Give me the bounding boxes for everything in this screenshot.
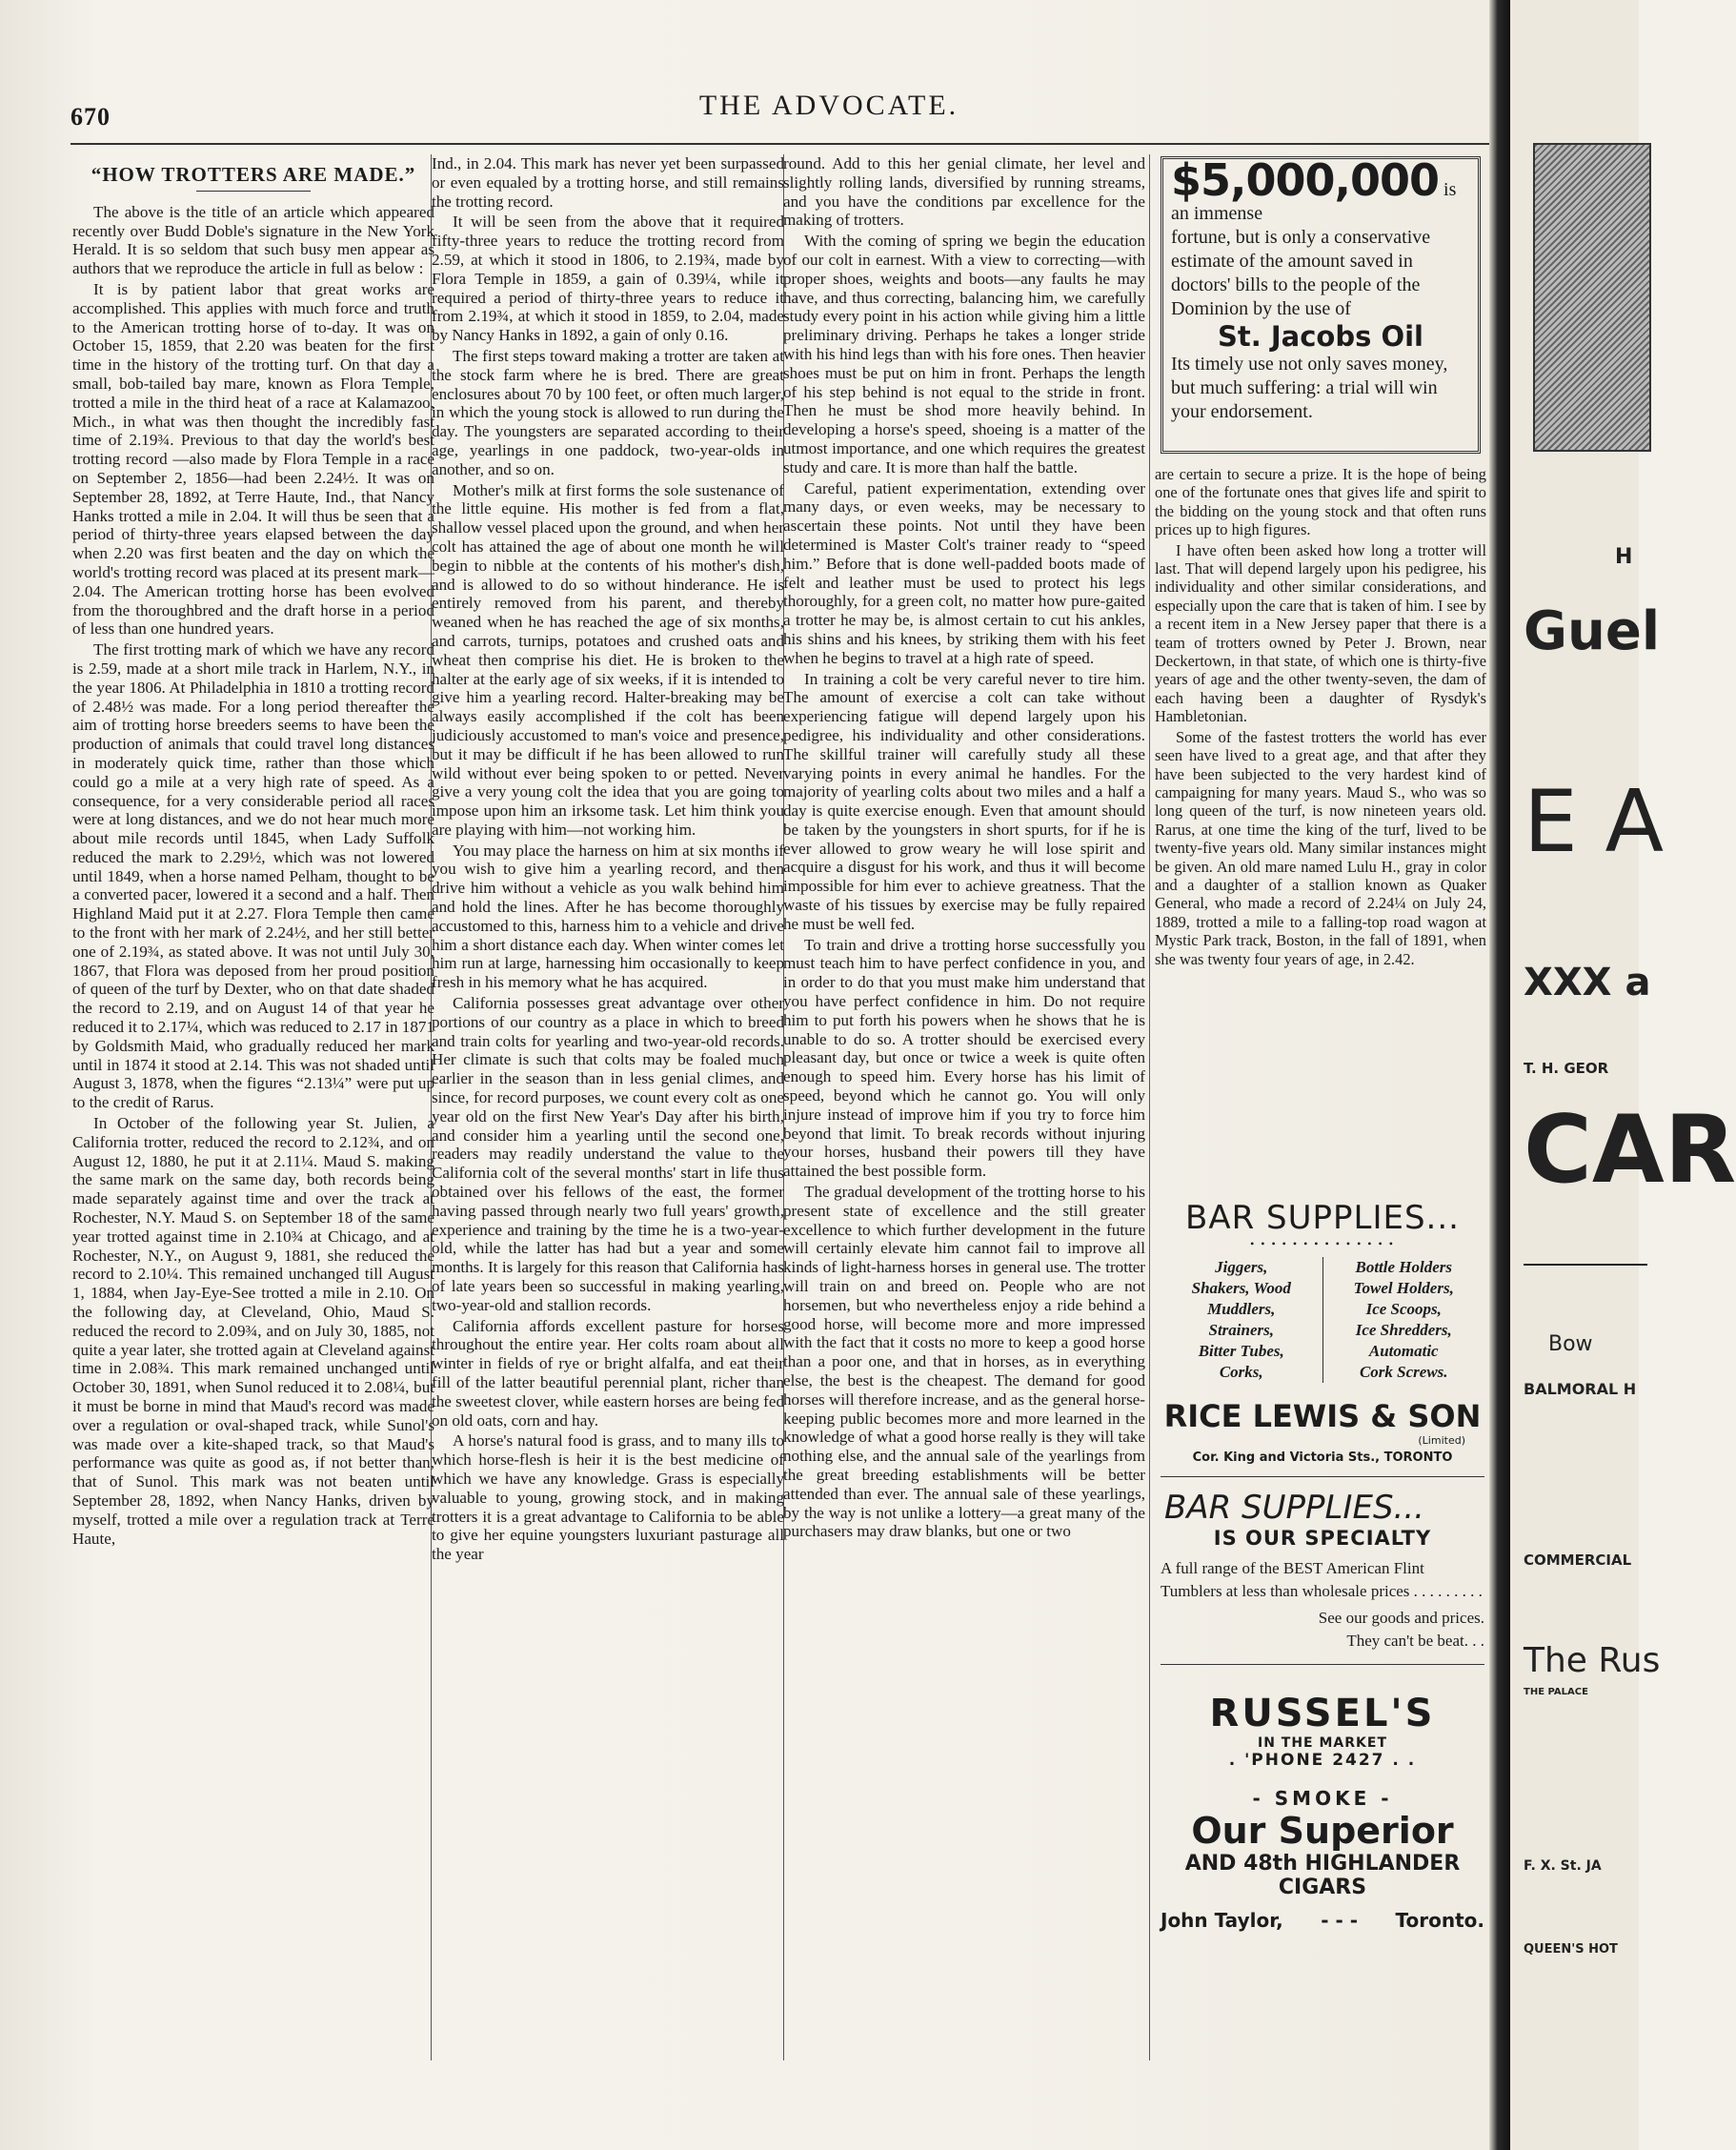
adjacent-page-fragment xyxy=(1510,0,1736,2150)
paragraph: To train and drive a trotting horse successfully you must teach him to have perfect confidence in you, and in order to do that you must make him understand that you have perfect confidence in him. Do not require him to put forth his powers when he shows that he is unable to do so. A trotter should be exercised every pleasant day, but once or twice a week is quite often enough to speed him. Every horse has his limit of speed, beyond which he cannot go. You will only injure instead of improve him if you try to force him beyond that limit. To break records without injuring your horses, husband their powers till they have attained the best possible form. xyxy=(783,935,1145,1181)
russels-market: IN THE MARKET xyxy=(1257,1735,1387,1751)
list-item: Bottle Holders xyxy=(1355,1258,1453,1276)
paragraph: A horse's natural food is grass, and to many ills to which horse-flesh is heir it is the best medicine of which we have any knowledge. Grass is especially valuable to young, growing stock, and in making trotters it is a great advantage to California to be able to give her equine youngsters luxuriant pasturage all the year xyxy=(432,1431,784,1564)
paragraph: are certain to secure a prize. It is the hope of being one of the fortunate ones that gives life and spirit to the bidding on the young stock and that often runs prices up to high figures. xyxy=(1155,465,1486,539)
page-number: 670 xyxy=(71,103,111,131)
highlander-label: AND 48th HIGHLANDER CIGARS xyxy=(1184,1852,1461,1899)
binding-gutter xyxy=(1489,0,1510,2150)
next-page-text: E A xyxy=(1524,772,1665,872)
taylor-city: Toronto. xyxy=(1395,1909,1484,1932)
next-page-text: Guel xyxy=(1524,600,1661,662)
paragraph: The first steps toward making a trotter are taken at the stock farm where he is bred. There are great enclosures about 70 by 100 feet, or often much larger, in which the young stock is allowed to run during the day. The youngsters are separated according to their age, yearlings in one paddock, two-year-olds in another, and so on. xyxy=(432,346,784,478)
article-column-3 xyxy=(783,154,1145,2060)
specialty-line: IS OUR SPECIALTY xyxy=(1213,1527,1432,1550)
paragraph: California affords excellent pasture for horses throughout the entire year. Her colts roam about all winter in fields of rye or bright alfalfa, and eat their fill of the latter beautiful perennial plant, richer than the sweetest clover, while eastern horses are being fed on old oats, corn and hay. xyxy=(432,1316,785,1430)
title-rule xyxy=(196,191,311,192)
russels-name: RUSSEL'S xyxy=(1209,1692,1436,1735)
flint-text: A full range of the BEST American Flint Tumblers at less than wholesale prices . . . . . . . . . xyxy=(1161,1559,1483,1600)
next-page-text: The Rus xyxy=(1524,1641,1661,1680)
product-list-right xyxy=(1322,1257,1485,1383)
ad-divider xyxy=(1161,1476,1484,1477)
paragraph: Some of the fastest trotters the world has ever seen have lived to a great age, and that after they have been subjected to the very hardest kind of campaigning for many years. Maud S., who was so long queen of the turf, is now nineteen years old. Rarus, at one time the king of the turf, lived to be twenty-five years old. Many similar instances might be given. An old mare named Lulu H., gray in color and a daughter of a stallion known as Quaker General, who made a record of 2.24¼ on July 24, 1889, trotted a mile to a falling-top road wagon at Mystic Park track, Boston, in the fall of 1891, when she was twenty four years of age, in 2.42. xyxy=(1155,727,1486,968)
list-item: Shakers, Wood xyxy=(1191,1279,1291,1297)
next-page-text: COMMERCIAL xyxy=(1524,1552,1632,1569)
smoke-label: - SMOKE - xyxy=(1252,1787,1393,1810)
next-page-text: BALMORAL H xyxy=(1524,1380,1637,1398)
paragraph: It will be seen from the above that it required fifty-three years to reduce the trotting record from 2.59, at which it stood in 1806, to 2.19¾, made by Flora Temple in 1859, a gain of 0.39¼, while it required a period of thirty-three years to reduce it from 2.19¾, at which it stood in 1859, to 2.04, made by Nancy Hanks in 1892, a gain of only 0.16. xyxy=(432,213,784,345)
firm-name: RICE LEWIS & SON xyxy=(1163,1398,1482,1434)
list-item: Cork Screws. xyxy=(1359,1363,1448,1381)
list-item: Jiggers, xyxy=(1215,1258,1268,1276)
see-text: They can't be beat. . . xyxy=(1346,1632,1484,1650)
paragraph: California possesses great advantage over other portions of our country as a place in which to breed and train colts for yearling and two-year-old records. Her climate is such that colts may be foaled much earlier in the season than in less genial climes, and since, for record purposes, we count every colt as one year old on the first New Year's Day after his birth, and consider him a yearling until the second one, readers may readily understand the value to the California colt of the several months' start in life thus obtained over his fellows of the east, the former having passed through nearly two full years' growth, experience and training by the time he is a two-year-old, while the latter has had but a year and some months. It is largely for this reason that California has of late years been so successful in making yearling, two-year-old and stallion records. xyxy=(432,994,784,1314)
article-column-2 xyxy=(432,154,784,2060)
bar-supplies-ad xyxy=(1161,1199,1484,2112)
paragraph: The gradual development of the trotting horse to his present state of excellence and the still greater excellence to which further development in the future will certainly elevate him cannot fail to improve all kinds of light-harness horses in general use. The trotter will train on and breed on. People who are not horsemen, but who nevertheless enjoy a ride behind a good horse, will become more and more impressed with the fact that it costs no more to keep a good horse than a poor one, and that in horses, as in everything else, the best is the cheapest. The demand for good horses will therefore increase, and as the general horse-keeping public becomes more and more learned in the knowledge of what a good horse really is they will take nothing else, and the annual sale of the yearlings from the great breeding establishments will be better attended than ever. The annual sale of these yearlings, by the way is not unlike a lottery—a great many of the purchasers may draw blanks, but one or two xyxy=(783,1183,1145,1541)
ad-divider xyxy=(1161,1664,1484,1665)
next-page-text: Bow xyxy=(1548,1332,1593,1356)
paragraph: Mother's milk at first forms the sole sustenance of the little equine. His mother is fed from a flat, shallow vessel placed upon the ground, and when her colt has attained the age of about one month he will begin to nibble at the contents of his mother's dish, and is allowed to do so without hinderance. He is entirely removed from his parent, and thereby weaned when he has reached the age of six months, and carrots, turnips, potatoes and crushed oats and wheat then comprise his diet. He is broken to the halter at the early age of six weeks, if it is intended to give him a yearling record. Halter-breaking may be always easily accomplished if the colt has been judiciously accustomed to man's voice and presence, but it may be difficult if he has been allowed to run wild without ever being spoken to or petted. Never give a very young colt the idea that you are going to impose upon him an irksome task. Let him think you are playing with him—not working him. xyxy=(432,480,784,839)
paragraph: In October of the following year St. Julien, a California trotter, reduced the record to 2.12¾, and on August 12, 1880, he put it at 2.11¼. Maud S. making the same mark on the same day, both records being made separately against time and over the track at Rochester, N.Y. Maud S. on September 18 of the same year trotted against time in 2.10¾ at Chicago, and at Rochester, N.Y., on August 9, 1881, she reduced the record to 2.10¼. This remained unchanged till August 1, 1884, when Jay-Eye-See trotted a mile in 2.10. On the following day, at Cleveland, Ohio, Maud S. reduced the record to 2.09¾, and on July 30, 1885, not quite a year later, she trotted again at Cleveland against time in 2.08¾. This mark remained unchanged until October 30, 1891, when Sunol reduced it to 2.08¼, but it must be borne in mind that Maud's record was made over a regulation or oval-shaped track, while Sunol's was made over a kite-shaped track, so that Maud's performance was quite as good as, if not better than, that of Sunol. This mark was not beaten until September 28, 1892, when Nancy Hanks, driven by myself, trotted a mile over a regulation track at Terre Haute, xyxy=(72,1114,434,1548)
paragraph: You may place the harness on him at six months if you wish to give him a yearling record, and then drive him without a vehicle as you walk behind him and hold the lines. After he has become thoroughly accustomed to this, harness him to a vehicle and drive him a short distance each day. When winter comes let him run at large, harnessing him occasionally to keep fresh in his memory what he has acquired. xyxy=(432,841,784,992)
dotted-rule: • • • • • • • • • • • • • • xyxy=(1250,1237,1395,1250)
paragraph: I have often been asked how long a trotter will last. That will depend largely upon his pedigree, his individuality and other similar considerations, and especially upon the care that is taken of him. I see by a recent item in a New Jersey paper that there is a team of trotters owned by Peter J. Brown, near Deckertown, in that state, of which one is thirty-five years of age and the other twenty-seven, the dam of each having been a daughter of Rysdyk's Hambletonian. xyxy=(1155,540,1486,726)
ad-frame xyxy=(1161,156,1481,454)
ad-text: Its timely use not only saves money, but much suffering: a trial will win your endorsement. xyxy=(1171,354,1448,422)
next-page-text: CAR xyxy=(1524,1096,1736,1205)
firm-address: Cor. King and Victoria Sts., TORONTO xyxy=(1192,1450,1453,1465)
ad-amount: $5,000,000 xyxy=(1171,154,1440,206)
list-item: Towel Holders, xyxy=(1353,1279,1454,1297)
paragraph: Ind., in 2.04. This mark has never yet been surpassed or even equaled by a trotting horse, and still remains the trotting record. xyxy=(432,154,784,211)
list-item: Corks, xyxy=(1219,1363,1263,1381)
superior-label: Our Superior xyxy=(1191,1810,1454,1852)
paragraph: round. Add to this her genial climate, her level and slightly rolling lands, diversified by running streams, and you have the conditions par excellence for the making of trotters. xyxy=(783,154,1145,230)
taylor-name: John Taylor, xyxy=(1161,1909,1283,1932)
product-lists xyxy=(1161,1257,1484,1383)
firm-limited: (Limited) xyxy=(1418,1434,1465,1447)
article-column-1 xyxy=(72,154,434,2060)
paragraph: With the coming of spring we begin the education of our colt in earnest. With a view to correcting—with proper shoes, weights and boots—any faults he may have, and thus correcting, balancing him, we carefully study every point in his action while giving him a little preliminary driving. Perhaps he takes a longer stride with his hind legs than with his fore ones. Then heavier shoes must be put on him in front. Perhaps the length of his step behind is not equal to the stride in front. Then he must be shod more heavily behind. In developing a horse's speed, shoeing is a matter of the utmost importance, and one which requires the greatest study and care. It is more than half the battle. xyxy=(783,232,1145,477)
list-item: Ice Shredders, xyxy=(1355,1321,1452,1339)
list-item: Strainers, xyxy=(1208,1321,1274,1339)
header-rule xyxy=(71,143,1490,145)
column-rule xyxy=(1149,154,1150,2060)
ad-product-name: St. Jacobs Oil xyxy=(1218,320,1423,353)
ad-heading: BAR SUPPLIES... xyxy=(1164,1489,1424,1527)
ad-heading: BAR SUPPLIES... xyxy=(1185,1199,1460,1237)
paragraph: Careful, patient experimentation, extending over many days, or even weeks, may be necessary to ascertain these points. Not until they have been determined is Master Colt's trainer ready to “speed him.” Before that is done well-padded boots made of felt and leather must be used to protect his legs thoroughly, for a green colt, no matter how pure-gaited a trotter he may be, is almost certain to cut his ankles, his shins and his knees, by striking them with his feet when he begins to travel at a high rate of speed. xyxy=(783,478,1145,667)
see-text: See our goods and prices. xyxy=(1318,1609,1484,1627)
next-page-text: F. X. St. JA xyxy=(1524,1858,1602,1874)
taylor-line xyxy=(1161,1909,1484,1932)
paragraph: It is by patient labor that great works are accomplished. This applies with much force and truth to the American trotting horse of to-day. It was on October 15, 1859, that 2.20 was beaten for the first time in the history of the trotting turf. On that day a small, bob-tailed bay mare, known as Flora Temple, trotted a mile in the third heat of a race at Kalamazoo, Mich., in what was then thought the incredibly fast time of 2.19¾. Previous to that day the world's best trotting record —also made by Flora Temple in a race on September 2, 1856—had been 2.24½. It was on September 28, 1892, at Terre Haute, Ind., that Nancy Hanks trotted a mile in 2.04. It will thus be seen that a period of thirty-three years elapsed between the day when 2.20 was first beaten and the day on which the world's trotting record was placed at its present mark— 2.04. The American trotting horse has been evolved from the thoroughbred and the draft horse in a period of less than one hundred years. xyxy=(72,279,434,639)
list-item: Bitter Tubes, xyxy=(1198,1342,1284,1360)
list-item: Ice Scoops, xyxy=(1365,1300,1442,1318)
paragraph: The above is the title of an article which appeared recently over Budd Doble's signature in the New York Herald. It is so seldom that such busy men appear as authors that we reproduce the article in full as below : xyxy=(72,202,434,278)
paragraph: The first trotting mark of which we have any record is 2.59, made at a short mile track in Harlem, N.Y., in the year 1806. At Philadelphia in 1810 a trotting record of 2.48½ was made. For a long period thereafter the aim of trotting horse breeders seems to have been the production of animals that could travel long distances in moderately quick time, rather than those which could go a mile at a very high rate of speed. As a consequence, for a very considerable period all races were at long distances, and we do not hear much more about mile records until 1845, when Lady Suffolk reduced the mark to 2.29½, which was not lowered until 1849, when a horse named Pelham, thought to be a converted pacer, lowered it a second and a half. Then Highland Maid put it at 2.27. Flora Temple then came to the front with her mark of 2.24½, and her still better one of 2.19¾, as stated above. It was not until July 30, 1867, that Flora was deposed from her proud position of queen of the turf by Dexter, who on that date shaded the record to 2.19, and on August 14 of that year he reduced it to 2.17¼, which was reduced to 2.17 in 1871 by Goldsmith Maid, who gradually reduced her mark until in 1874 it stood at 2.14. This was not shaded until August 3, 1878, when the figures “2.13¼” were put up to the credit of Rarus. xyxy=(72,640,434,1112)
russels-phone: . 'PHONE 2427 . . xyxy=(1228,1751,1417,1770)
ad-text: fortune, but is only a conservative estimate of the amount saved in doctors' bills to the people of the Dominion by the use of xyxy=(1171,227,1431,319)
article-column-4 xyxy=(1155,465,1486,1151)
list-item: Muddlers, xyxy=(1207,1300,1276,1318)
paragraph: In training a colt be very careful never to tire him. The amount of exercise a colt can take without experiencing fatigue will depend largely upon his pedigree, his individuality and other considerations. The skillful trainer will carefully study all these varying points in every animal he handles. For the majority of yearling colts about two miles and a half a day is quite exercise enough. Even that amount should be taken by the youngsters in short spurts, for if he is ever allowed to grow weary he will lose spirit and acquire a disgust for his work, and thus it will become impossible for him ever to achieve greatness. That the waste of his tissues by exercise may be fully repaired he must be well fed. xyxy=(783,669,1145,933)
next-page-text: THE PALACE xyxy=(1524,1687,1588,1697)
next-page-text: H xyxy=(1615,545,1633,569)
article-title: “HOW TROTTERS ARE MADE.” xyxy=(91,163,416,186)
building-engraving xyxy=(1533,143,1651,452)
next-page-text: XXX a xyxy=(1524,961,1651,1004)
next-page-text: T. H. GEOR xyxy=(1524,1060,1609,1077)
product-list-left xyxy=(1161,1257,1322,1383)
next-page-rule xyxy=(1524,1264,1647,1266)
taylor-dashes: - - - xyxy=(1321,1909,1359,1932)
list-item: Automatic xyxy=(1368,1342,1439,1360)
masthead: THE ADVOCATE. xyxy=(698,90,959,121)
ad-text: is an immense xyxy=(1171,179,1457,224)
next-page-text: QUEEN'S HOT xyxy=(1524,1942,1618,1957)
